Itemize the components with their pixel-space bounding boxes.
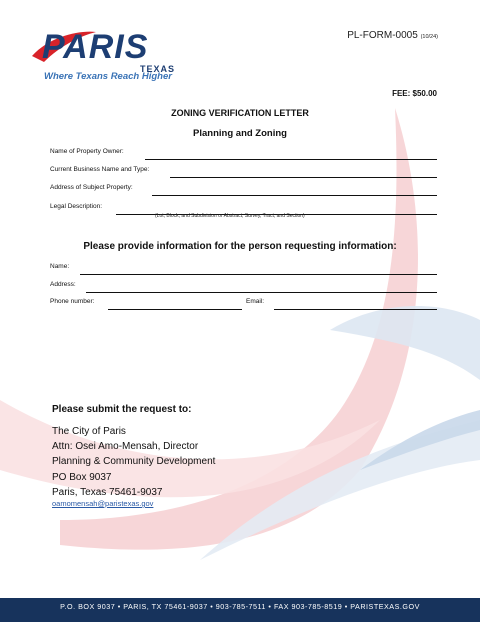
logo-tagline: Where Texans Reach Higher xyxy=(44,71,172,82)
address-line: PO Box 9037 xyxy=(52,471,112,483)
logo-texas: TEXAS xyxy=(140,64,176,74)
requester-address-field[interactable] xyxy=(50,281,437,293)
legal-description-label: Legal Description: xyxy=(50,203,103,210)
address-line: Paris, Texas 75461-9037 xyxy=(52,486,163,498)
address-line: Attn: Osei Amo-Mensah, Director xyxy=(52,441,199,453)
business-name-line[interactable] xyxy=(170,177,437,178)
form-revision: (10/24) xyxy=(420,34,438,40)
requester-email-line[interactable] xyxy=(274,309,437,310)
requester-name-line[interactable] xyxy=(80,274,437,275)
property-address-label: Address of Subject Property: xyxy=(50,184,133,191)
submit-heading: Please submit the request to: xyxy=(52,404,192,415)
requester-phone-field[interactable] xyxy=(50,298,242,310)
requester-phone-label: Phone number: xyxy=(50,298,95,305)
requester-email-label: Email: xyxy=(246,298,265,305)
requester-name-field[interactable] xyxy=(50,263,437,275)
requester-name-label: Name: xyxy=(50,263,70,270)
form-title: ZONING VERIFICATION LETTER xyxy=(171,108,309,118)
requester-address-label: Address: xyxy=(50,281,76,288)
requester-section-title: Please provide information for the person requesting information: xyxy=(83,241,397,252)
owner-name-label: Name of Property Owner: xyxy=(50,148,124,155)
form-subtitle: Planning and Zoning xyxy=(193,128,287,139)
footer-bar: P.O. BOX 9037 • PARIS, TX 75461-9037 • 903-785-7511 • FAX 903-785-8519 • PARISTEXAS.GOV xyxy=(0,598,480,622)
legal-description-hint: (Lot, Block, and Subdivision or Abstract, Survey, Tract, and Section) xyxy=(155,213,305,219)
submit-address-block xyxy=(52,424,215,500)
city-logo xyxy=(30,26,176,86)
property-address-line[interactable] xyxy=(152,195,437,196)
address-line: The City of Paris xyxy=(52,426,126,437)
logo-wordmark: PARIS xyxy=(42,28,149,66)
contact-email-link[interactable]: oamomensah@paristexas.gov xyxy=(52,499,154,508)
property-address-field[interactable] xyxy=(50,184,437,196)
business-name-label: Current Business Name and Type: xyxy=(50,166,150,173)
requester-email-field[interactable] xyxy=(246,298,437,310)
form-number: PL-FORM-0005 xyxy=(347,30,418,41)
requester-address-line[interactable] xyxy=(86,292,437,293)
fee-label: FEE: $50.00 xyxy=(392,89,437,98)
form-id xyxy=(347,30,438,41)
business-name-field[interactable] xyxy=(50,166,437,178)
address-line: Planning & Community Development xyxy=(52,456,216,468)
owner-name-line[interactable] xyxy=(145,159,437,160)
requester-phone-line[interactable] xyxy=(108,309,242,310)
owner-name-field[interactable] xyxy=(50,148,437,160)
